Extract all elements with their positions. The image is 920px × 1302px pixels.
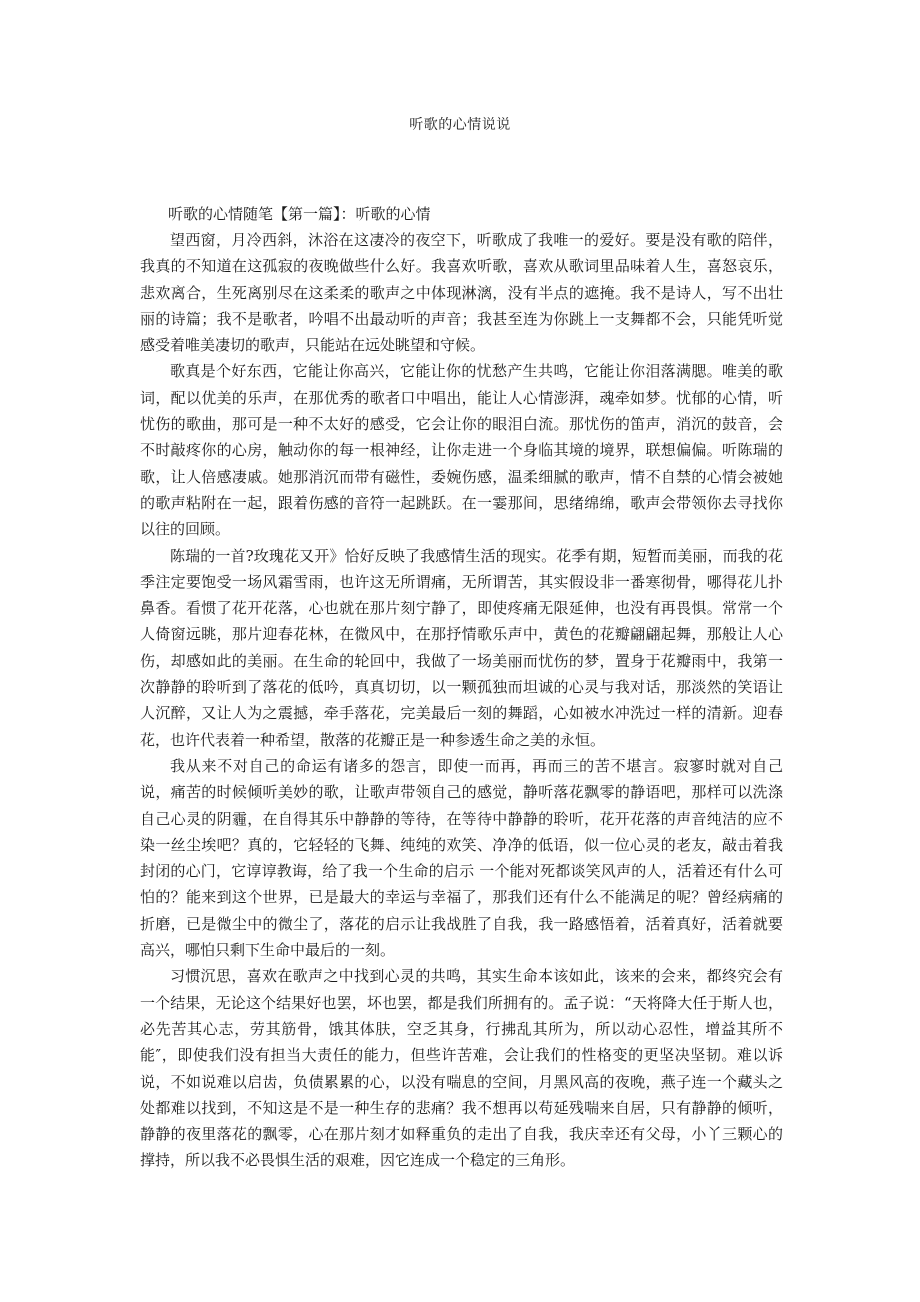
document-title: 听歌的心情说说 [409, 117, 511, 133]
paragraph-1: 望西窗，月冷西斜，沐浴在这凄冷的夜空下，听歌成了我唯一的爱好。要是没有歌的陪伴，我真的不知道在这孤寂的夜晚做些什么好。我喜欢听歌，喜欢从歌词里品味着人生，喜怒哀乐，悲欢离合，生死离别尽在这柔柔的歌声之中体现淋漓，没有半点的遮掩。我不是诗人，写不出壮丽的诗篇；我不是歌者，吟唱不出最动听的声音；我甚至连为你跳上一支舞都不会，只能凭听觉感受着唯美凄切的歌声，只能站在远处眺望和守候。 [140, 231, 783, 355]
paragraph-3: 陈瑞的一首?玫瑰花又开》恰好反映了我感情生活的现实。花季有期，短暂而美丽，而我的花季注定要饱受一场风霜雪雨，也许这无所谓痛，无所谓苦，其实假设非一番寒彻骨，哪得花儿扑鼻香。看惯了花开花落，心也就在那片刻宁静了，即使疼痛无限延伸，也没有再畏惧。常常一个人倚窗远眺，那片迎春花林，在微风中，在那抒情歌乐声中，黄色的花瓣翩翩起舞，那般让人心伤，却感如此的美丽。在生命的轮回中，我做了一场美丽而忧伤的梦，置身于花瓣雨中，我第一次静静的聆听到了落花的低吟，真真切切，以一颗孤独而坦诚的心灵与我对话，那淡然的笑语让人沉醉，又让人为之震撼，牵手落花，完美最后一刻的舞蹈，心如被水冲洗过一样的清新。迎春花，也许代表着一种希望，散落的花瓣正是一种参透生命之美的永恒。 [140, 546, 783, 749]
paragraph-2: 歌真是个好东西，它能让你高兴，它能让你的忧愁产生共鸣，它能让你泪落满腮。唯美的歌词，配以优美的乐声，在那优秀的歌者口中唱出，能让人心情澎湃，魂牵如梦。忧郁的心情，听忧伤的歌曲，那可是一种不太好的感受，它会让你的眼泪白流。那忧伤的笛声，消沉的鼓音，会不时敲疼你的心房，触动你的每一根神经，让你走进一个身临其境的境界，联想偏偏。听陈瑞的歌，让人倍感凄戚。她那消沉而带有磁性，委婉伤感，温柔细腻的歌声，情不自禁的心情会被她的歌声粘附在一起，跟着伤感的音符一起跳跃。在一霎那间，思绪绵绵，歌声会带领你去寻找你以往的回顾。 [140, 362, 783, 539]
paragraph-4: 我从来不对自己的命运有诸多的怨言，即使一而再，再而三的苦不堪言。寂寥时就对自己说，痛苦的时候倾听美妙的歌，让歌声带领自己的感觉，静听落花飘零的静语吧，那样可以洗涤自己心灵的阴霾，在自得其乐中静静的等待，在等待中静静的聆听，花开花落的声音纯洁的应不染一丝尘埃吧？真的，它轻轻的飞舞、纯纯的欢笑、净净的低语，似一位心灵的老友，敲击着我封闭的心门，它谆谆教诲，给了我一个生命的启示 一个能对死都谈笑风声的人，活着还有什么可怕的？能来到这个世界，已是最大的幸运与幸福了，那我们还有什么不能满足的呢？曾经病痛的折磨，已是微尘中的微尘了，落花的启示让我战胜了自我，我一路感悟着，活着真好，活着就要高兴，哪怕只剩下生命中最后的一刻。 [140, 756, 783, 960]
document-body [140, 201, 783, 1174]
section-heading: 听歌的心情随笔【第一篇】：听歌的心情 [168, 205, 431, 223]
paragraph-5: 习惯沉思，喜欢在歌声之中找到心灵的共鸣，其实生命本该如此，该来的会来，都终究会有一个结果，无论这个结果好也罢，坏也罢，都是我们所拥有的。孟子说：“天将降大任于斯人也，必先苦其心志，劳其筋骨，饿其体肤，空乏其身，行拂乱其所为，所以动心忍性，增益其所不能″，即使我们没有担当大责任的能力，但些许苦难，会让我们的性格变的更坚决坚韧。难以诉说，不如说难以启齿，负债累累的心，以没有喘息的空间，月黑风高的夜晚，燕子连一个藏头之处都难以找到，不知这是不是一种生存的悲痛？我不想再以苟延残喘来自居，只有静静的倾听，静静的夜里落花的飘零，心在那片刻才如释重负的走出了自我，我庆幸还有父母，小丫三颗心的撑持，所以我不必畏惧生活的艰难，因它连成一个稳定的三角形。 [140, 967, 783, 1170]
